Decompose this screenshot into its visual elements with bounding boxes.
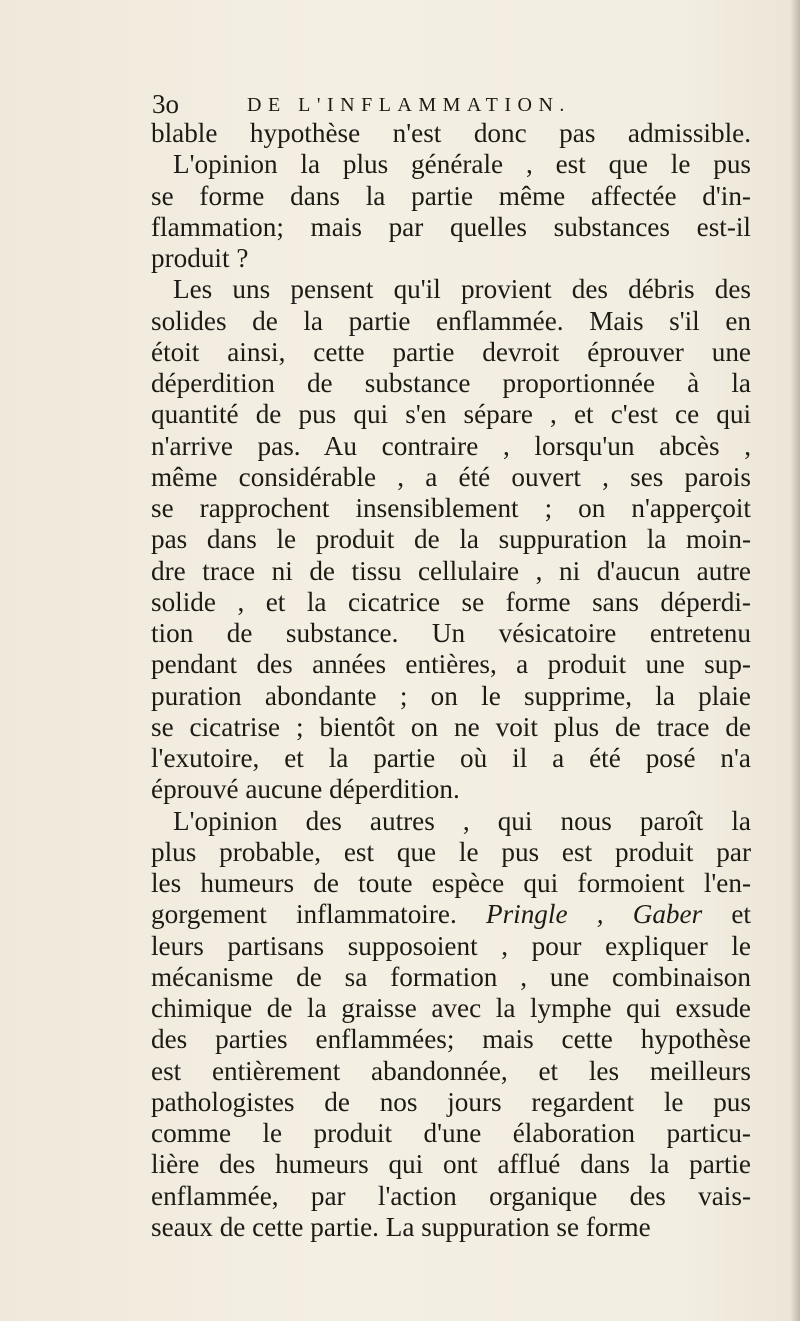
text-line: chimique de la graisse avec la lymphe qui exsude bbox=[151, 993, 751, 1023]
text-line: L'opinion la plus générale , est que le pus bbox=[173, 149, 751, 180]
text-line: Les uns pensent qu'il provient des débris des bbox=[173, 274, 751, 305]
body-text bbox=[151, 118, 751, 1243]
text-line: enflammée, par l'action organique des vais- bbox=[151, 1180, 751, 1211]
text-line: mécanisme de sa formation , une combinaison bbox=[151, 961, 751, 992]
text-line: se cicatrise ; bientôt on ne voit plus de trace de bbox=[151, 711, 751, 742]
text-line: n'arrive pas. Au contraire , lorsqu'un abcès , bbox=[151, 430, 751, 461]
text-line: quantité de pus qui s'en sépare , et c'est ce qui bbox=[151, 399, 751, 430]
text-line: L'opinion des autres , qui nous paroît la bbox=[173, 805, 751, 836]
text-line: pas dans le produit de la suppuration la moin- bbox=[151, 524, 751, 555]
text-line: étoit ainsi, cette partie devroit éprouver une bbox=[151, 336, 751, 367]
text-line: solides de la partie enflammée. Mais s'il en bbox=[151, 305, 751, 336]
text-line: pathologistes de nos jours regardent le pus bbox=[151, 1086, 751, 1117]
text-line: lière des humeurs qui ont afflué dans la partie bbox=[151, 1149, 751, 1180]
text-line: produit ? bbox=[151, 243, 249, 273]
text-line: plus probable, est que le pus est produit par bbox=[151, 836, 751, 867]
text-line: leurs partisans supposoient , pour expliquer le bbox=[151, 930, 751, 961]
text-line: seaux de cette partie. La suppuration se forme bbox=[151, 1211, 651, 1242]
author-names: Pringle , Gaber bbox=[485, 899, 703, 930]
text-line: l'exutoire, et la partie où il a été posé n'a bbox=[151, 743, 751, 773]
text-line: pendant des années entières, a produit une sup- bbox=[151, 649, 751, 680]
text-line: tion de substance. Un vésicatoire entretenu bbox=[151, 618, 751, 648]
text-line-with-names bbox=[151, 899, 751, 930]
text-line: même considérable , a été ouvert , ses parois bbox=[151, 461, 751, 492]
text-line: dre trace ni de tissu cellulaire , ni d'aucun autre bbox=[151, 555, 751, 586]
text-line: solide , et la cicatrice se forme sans déperdi- bbox=[151, 586, 751, 617]
text-line: éprouvé aucune déperdition. bbox=[151, 774, 460, 805]
text-line: flammation; mais par quelles substances est-il bbox=[151, 211, 751, 242]
text-line: est entièrement abandonnée, et les meilleurs bbox=[151, 1055, 751, 1086]
text-line: comme le produit d'une élaboration particu- bbox=[151, 1118, 751, 1148]
text-line: les humeurs de toute espèce qui formoient l'en- bbox=[151, 868, 751, 898]
text-line: déperdition de substance proportionnée à la bbox=[151, 368, 751, 398]
text-segment: gorgement inflammatoire. bbox=[151, 899, 486, 930]
text-line: se rapprochent insensiblement ; on n'apperçoit bbox=[151, 493, 751, 523]
text-line: se forme dans la partie même affectée d'in- bbox=[151, 180, 751, 211]
page-number: 3o bbox=[152, 89, 179, 119]
text-segment: et bbox=[702, 899, 751, 930]
text-line: puration abondante ; on le supprime, la plaie bbox=[151, 680, 751, 711]
chapter-title: DE L'INFLAMMATION. bbox=[247, 94, 571, 116]
text-line: blable hypothèse n'est donc pas admissible. bbox=[151, 118, 751, 148]
text-line: des parties enflammées; mais cette hypothèse bbox=[151, 1024, 751, 1055]
page-edge-shadow bbox=[790, 0, 800, 1321]
